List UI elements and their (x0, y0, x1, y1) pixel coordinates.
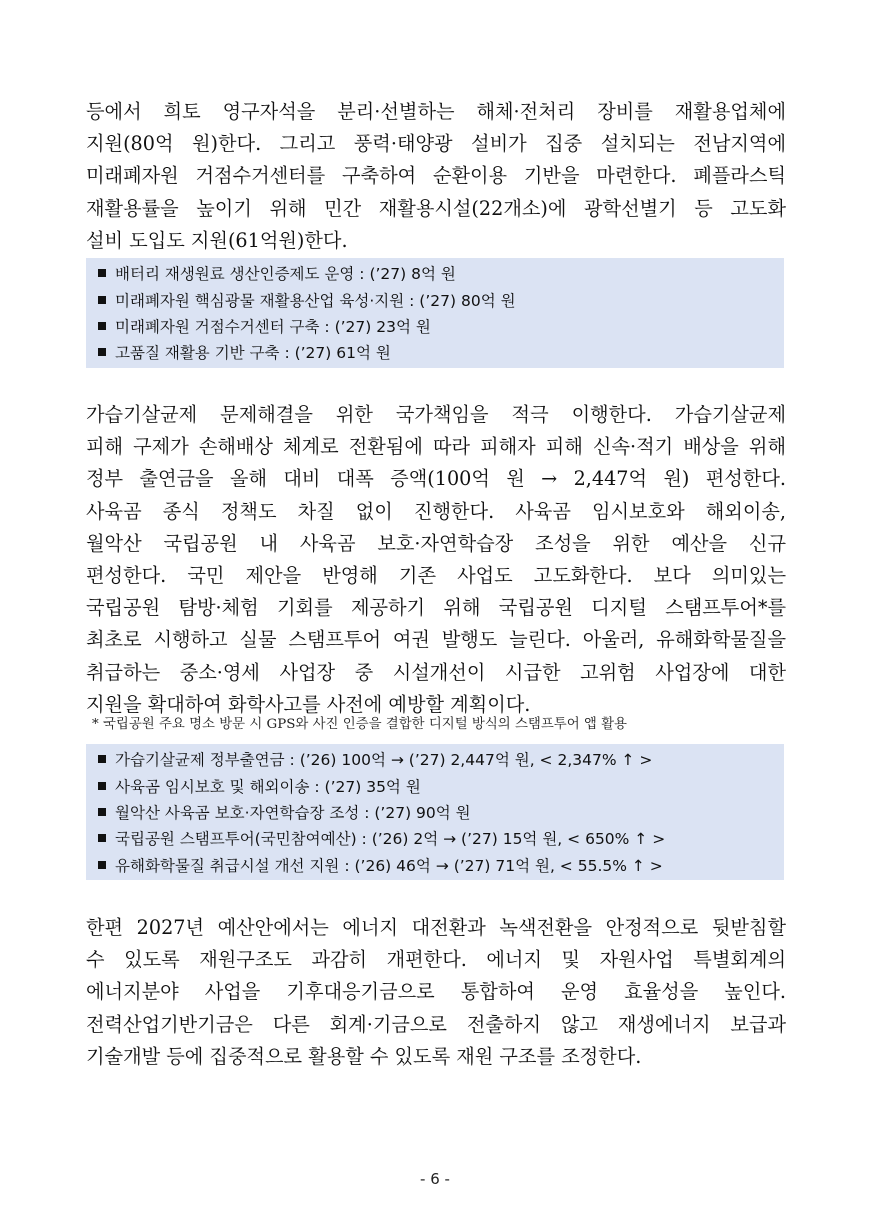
text-line: 피해 구제가 손해배상 체계로 전환됨에 따라 피해자 피해 신속·적기 배상을 위해 (86, 435, 786, 459)
square-bullet-icon (98, 296, 106, 304)
budget-item: 유해화학물질 취급시설 개선 지원 : (’26) 46억 → (’27) 71억 원, < 55.5% ↑ > (86, 852, 784, 878)
square-bullet-icon (98, 834, 106, 842)
text-line: 국립공원 탐방·체험 기회를 제공하기 위해 국립공원 디지털 스탬프투어*를 (86, 596, 786, 620)
budget-item: 고품질 재활용 기반 구축 : (’27) 61억 원 (86, 339, 784, 365)
text-line: 정부 출연금을 올해 대비 대폭 증액(100억 원 → 2,447억 원) 편성한다. (86, 467, 786, 491)
budget-item: 가습기살균제 정부출연금 : (’26) 100억 → (’27) 2,447억 원, < 2,347% ↑ > (86, 746, 784, 772)
square-bullet-icon (98, 808, 106, 816)
budget-box-recycling (86, 258, 784, 368)
budget-item: 사육곰 임시보호 및 해외이송 : (’27) 35억 원 (86, 772, 784, 798)
text-line: 편성한다. 국민 제안을 반영해 기존 사업도 고도화한다. 보다 의미있는 (86, 563, 786, 587)
text-line: 전력산업기반기금은 다른 회계·기금으로 전출하지 않고 재생에너지 보급과 (86, 1012, 786, 1036)
text-line: 미래폐자원 거점수거센터를 구축하여 순환이용 기반을 마련한다. 폐플라스틱 (86, 164, 786, 188)
budget-item: 월악산 사육곰 보호·자연학습장 조성 : (’27) 90억 원 (86, 799, 784, 825)
text-line: 월악산 국립공원 내 사육곰 보호·자연학습장 조성을 위한 예산을 신규 (86, 531, 786, 555)
budget-item: 미래폐자원 거점수거센터 구축 : (’27) 23억 원 (86, 313, 784, 339)
page-number: - 6 - (420, 1170, 450, 1188)
budget-item: 배터리 재생원료 생산인증제도 운영 : (’27) 8억 원 (86, 260, 784, 286)
text-line: 설비 도입도 지원(61억원)한다. (86, 228, 348, 252)
footnote: * 국립공원 주요 명소 방문 시 GPS와 사진 인증을 결합한 디지털 방식의 스탬프투어 앱 활용 (92, 717, 627, 732)
budget-item: 미래폐자원 핵심광물 재활용산업 육성·지원 : (’27) 80억 원 (86, 286, 784, 312)
square-bullet-icon (98, 269, 106, 277)
text-line: 최초로 시행하고 실물 스탬프투어 여권 발행도 늘린다. 아울러, 유해화학물질을 (86, 628, 786, 652)
square-bullet-icon (98, 755, 106, 763)
text-line: 한편 2027년 예산안에서는 에너지 대전환과 녹색전환을 안정적으로 뒷받침할 (86, 916, 786, 939)
text-line: 지원(80억 원)한다. 그리고 풍력·태양광 설비가 집중 설치되는 전남지역에 (86, 132, 786, 156)
text-line: 재활용률을 높이기 위해 민간 재활용시설(22개소)에 광학선별기 등 고도화 (86, 196, 786, 220)
square-bullet-icon (98, 322, 106, 330)
paragraph-fiscal-restructuring (86, 912, 786, 1073)
budget-item: 국립공원 스탬프투어(국민참여예산) : (’26) 2억 → (’27) 15억 원, < 650% ↑ > (86, 825, 784, 851)
text-line: 지원을 확대하여 화학사고를 사전에 예방할 계획이다. (86, 692, 531, 716)
text-line: 등에서 희토 영구자석을 분리·선별하는 해체·전처리 장비를 재활용업체에 (86, 100, 786, 123)
text-line: 수 있도록 재원구조도 과감히 개편한다. 에너지 및 자원사업 특별회계의 (86, 948, 786, 972)
paragraph-rare-earth-recycling (86, 96, 786, 257)
text-line: 가습기살균제 문제해결을 위한 국가책임을 적극 이행한다. 가습기살균제 (86, 403, 786, 426)
paragraph-humidifier-disinfectant (86, 399, 786, 721)
text-line: 사육곰 종식 정책도 차질 없이 진행한다. 사육곰 임시보호와 해외이송, (86, 499, 786, 523)
text-line: 취급하는 중소·영세 사업장 중 시설개선이 시급한 고위험 사업장에 대한 (86, 660, 786, 684)
square-bullet-icon (98, 348, 106, 356)
text-line: 기술개발 등에 집중적으로 활용할 수 있도록 재원 구조를 조정한다. (86, 1044, 642, 1068)
text-line: 에너지분야 사업을 기후대응기금으로 통합하여 운영 효율성을 높인다. (86, 980, 786, 1004)
square-bullet-icon (98, 782, 106, 790)
budget-box-safety (86, 744, 784, 880)
square-bullet-icon (98, 861, 106, 869)
